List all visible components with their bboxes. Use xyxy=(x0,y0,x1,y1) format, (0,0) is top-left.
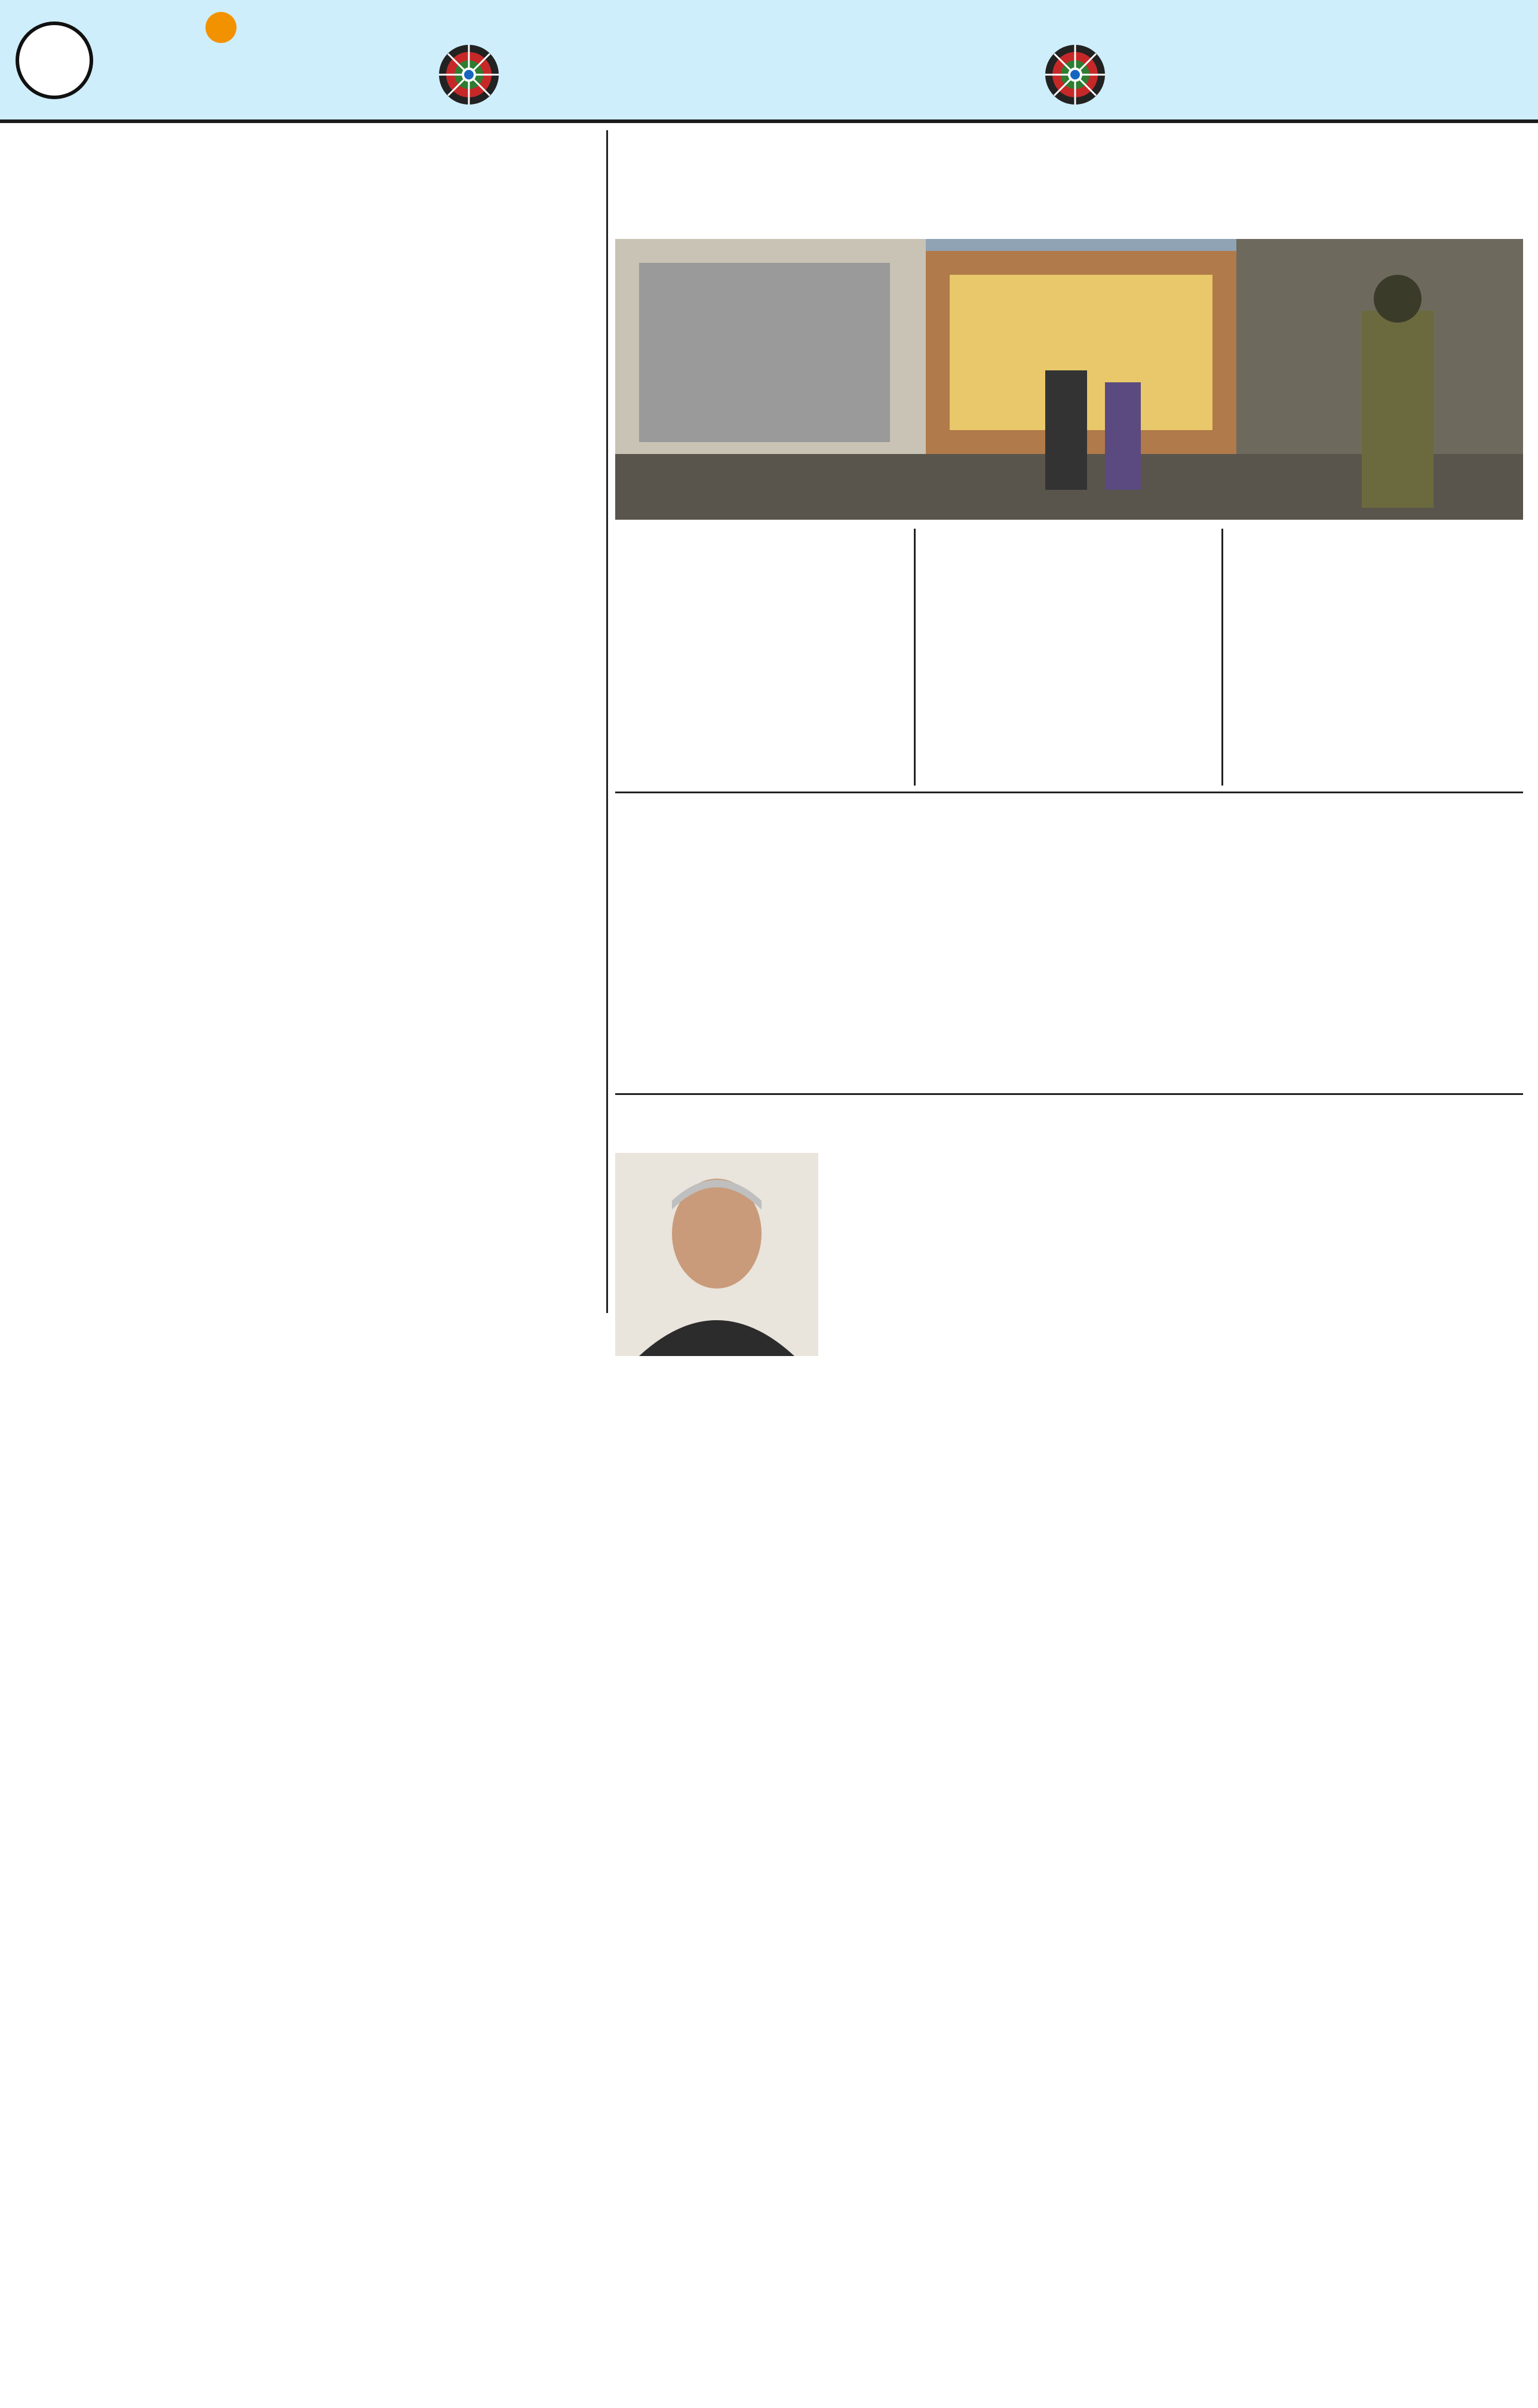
spacer xyxy=(573,130,574,131)
ashoka-emblem-icon xyxy=(436,42,502,108)
leh-street-image xyxy=(615,239,1523,520)
leh-story-heading xyxy=(615,130,1523,250)
section-divider xyxy=(615,1093,1523,1095)
column-rule xyxy=(606,130,608,1313)
leh-body-col-2 xyxy=(923,529,1215,786)
bsf-story-heading xyxy=(615,800,1523,848)
ashoka-emblem-icon xyxy=(1042,42,1108,108)
sinha-story-heading xyxy=(615,1102,1523,1150)
portrait-image xyxy=(615,1153,818,1356)
bsf-body xyxy=(615,848,1523,1087)
page-number xyxy=(16,22,93,99)
masthead xyxy=(0,0,1538,119)
column-rule xyxy=(914,529,916,786)
leh-body-col-1 xyxy=(1230,529,1523,786)
leh-body-col-3 xyxy=(615,529,908,786)
sinha-photo xyxy=(615,1153,818,1356)
edition-block xyxy=(585,12,1015,17)
newspaper-logo xyxy=(108,12,334,114)
spacer xyxy=(567,130,603,1313)
leh-photo xyxy=(615,239,1523,520)
masthead-divider xyxy=(0,119,1538,123)
column-rule xyxy=(1221,529,1223,786)
logo-number-badge xyxy=(205,12,237,43)
section-divider xyxy=(615,792,1523,793)
sinha-body xyxy=(830,1150,1523,1401)
